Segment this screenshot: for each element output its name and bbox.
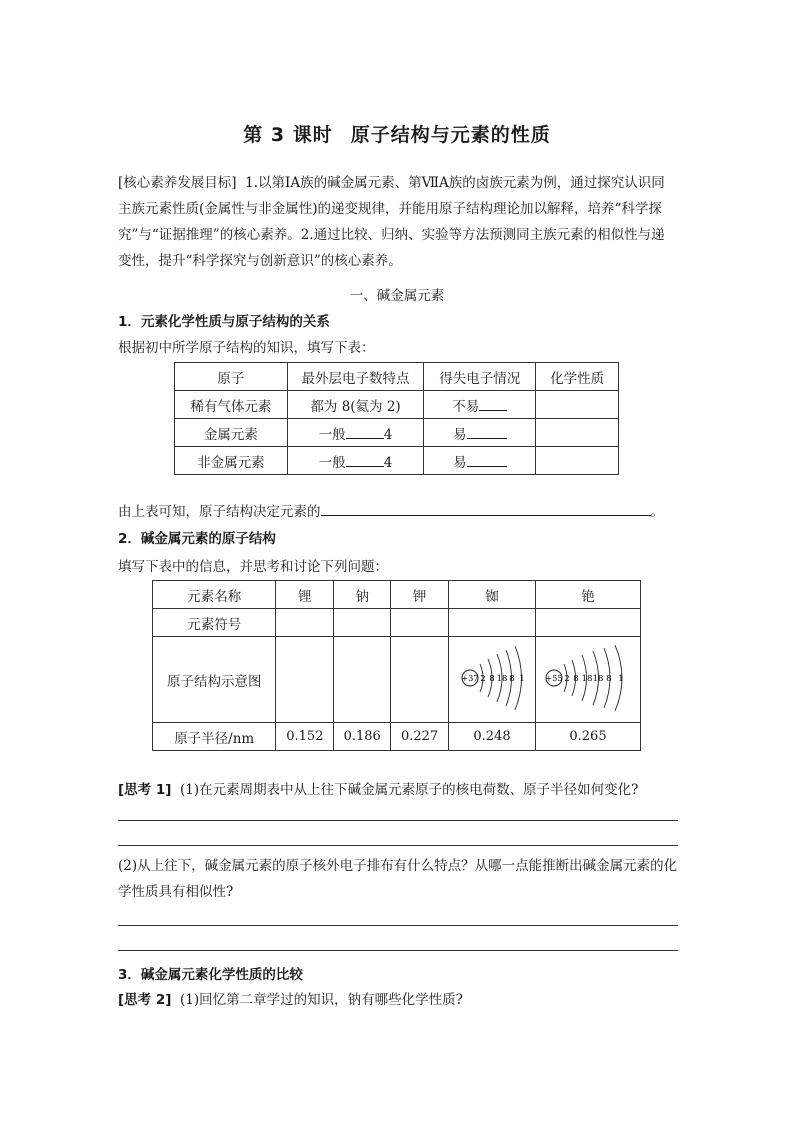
- diagram-cell[interactable]: [391, 637, 449, 723]
- conclusion-line: [118, 500, 664, 520]
- row-label: 金属元素: [175, 419, 288, 447]
- row-label: 非金属元素: [175, 447, 288, 475]
- section-heading-alkali-metals: 一、碱金属元素: [349, 288, 445, 304]
- nucleus-charge: +37: [461, 673, 479, 683]
- shell-count: 18: [496, 673, 508, 684]
- title-lesson: 第 3 课时: [243, 124, 333, 146]
- think1-q1-text: (1)在元素周期表中从上往下碱金属元素原子的核电荷数、原子半径如何变化?: [180, 782, 639, 798]
- answer-line[interactable]: [118, 925, 678, 926]
- title-topic: 原子结构与元素的性质: [350, 124, 551, 146]
- element-name-cell: 钾: [391, 581, 449, 609]
- row-label: 稀有气体元素: [175, 391, 288, 419]
- header-cell: 得失电子情况: [424, 363, 536, 391]
- table-row: [175, 419, 619, 447]
- shell-count: 18: [592, 673, 604, 684]
- alkali-metal-table: [152, 580, 641, 751]
- property-cell[interactable]: [536, 391, 619, 419]
- row-label: 原子半径/nm: [153, 723, 276, 751]
- objective-paragraph: [118, 170, 678, 274]
- think2-tag: [思考 2]: [118, 992, 172, 1008]
- header-cell: 化学性质: [536, 363, 619, 391]
- symbol-cell[interactable]: [276, 609, 334, 637]
- blank-line[interactable]: [346, 466, 384, 467]
- element-name-cell: 铷: [449, 581, 536, 609]
- diagram-cell[interactable]: [334, 637, 391, 723]
- property-cell[interactable]: [536, 419, 619, 447]
- conclusion-prefix: 由上表可知，原子结构决定元素的: [118, 504, 321, 520]
- atomic-radius-row: [153, 723, 641, 751]
- rubidium-atom-diagram: [451, 640, 533, 716]
- gainloss-text: 不易: [452, 398, 480, 415]
- blank-line[interactable]: [346, 438, 384, 439]
- header-cell: 原子: [175, 363, 288, 391]
- think1-question1: [118, 778, 638, 798]
- row-label: 原子结构示意图: [153, 637, 276, 723]
- symbol-cell[interactable]: [449, 609, 536, 637]
- shell-count: 8: [606, 673, 612, 684]
- subsection-2-heading: 2．碱金属元素的原子结构: [118, 531, 276, 547]
- diagram-cell-cs: [535, 637, 640, 723]
- answer-line[interactable]: [118, 820, 678, 821]
- think2-q1-text: (1)回忆第二章学过的知识，钠有哪些化学性质?: [180, 992, 463, 1008]
- feature-prefix: 一般: [318, 454, 346, 471]
- property-cell[interactable]: [536, 447, 619, 475]
- nucleus-charge: +55: [545, 673, 563, 683]
- diagram-cell-rb: [449, 637, 536, 723]
- table-row: [175, 447, 619, 475]
- think1-question2: (2)从上往下，碱金属元素的原子核外电子排布有什么特点？从哪一点能推断出碱金属元素的化学性质具有相似性?: [118, 858, 678, 900]
- symbol-cell[interactable]: [391, 609, 449, 637]
- conclusion-suffix: 。: [650, 504, 664, 520]
- objective-tag: [核心素养发展目标]: [118, 175, 237, 191]
- shell-count: 1: [618, 673, 624, 684]
- blank-line[interactable]: [467, 438, 507, 439]
- gainloss-cell: [424, 419, 536, 447]
- radius-cell: 0.248: [449, 723, 536, 751]
- radius-cell: 0.265: [535, 723, 640, 751]
- element-name-row: [153, 581, 641, 609]
- shell-count: 2: [480, 673, 486, 684]
- header-cell: 最外层电子数特点: [287, 363, 424, 391]
- subsection-3-heading: 3．碱金属元素化学性质的比较: [118, 967, 303, 983]
- shell-count: 8: [509, 673, 515, 684]
- feature-prefix: 一般: [318, 426, 346, 443]
- subsection-1-heading: 1．元素化学性质与原子结构的关系: [118, 314, 330, 330]
- gainloss-text: 易: [453, 426, 467, 443]
- row-label: 元素符号: [153, 609, 276, 637]
- shell-count: 2: [564, 673, 570, 684]
- shell-count: 8: [573, 673, 579, 684]
- element-symbol-row: [153, 609, 641, 637]
- blank-line[interactable]: [467, 466, 507, 467]
- shell-count: 18: [581, 673, 593, 684]
- feature-suffix: 4: [383, 426, 393, 443]
- subsection-1-intro: 根据初中所学原子结构的知识，填写下表：: [118, 340, 375, 356]
- feature-cell: [287, 419, 424, 447]
- gainloss-text: 易: [453, 454, 467, 471]
- symbol-cell[interactable]: [535, 609, 640, 637]
- conclusion-blank[interactable]: [321, 515, 651, 516]
- shell-count: 1: [519, 673, 525, 684]
- feature-suffix: 4: [383, 454, 393, 471]
- diagram-cell[interactable]: [276, 637, 334, 723]
- atom-structure-table: [174, 362, 619, 475]
- feature-cell: 都为 8(氦为 2): [287, 391, 424, 419]
- radius-cell: 0.186: [334, 723, 391, 751]
- feature-cell: [287, 447, 424, 475]
- element-name-cell: 钠: [334, 581, 391, 609]
- structure-diagram-row: [153, 637, 641, 723]
- objective-text: 1.以第ⅠA族的碱金属元素、第ⅦA族的卤族元素为例，通过探究认识同主族元素性质(金属性与非金属性)的递变规律，并能用原子结构理论加以解释，培养“科学探究”与“证据推理”的核心素养。2.通过比较、归纳、实验等方法预测同主族元素的相似性与递变性，提升“科学探究与创新意识”的核心素养。: [118, 175, 665, 269]
- element-name-cell: 铯: [535, 581, 640, 609]
- radius-cell: 0.152: [276, 723, 334, 751]
- row-label: 元素名称: [153, 581, 276, 609]
- answer-line[interactable]: [118, 950, 678, 951]
- page-title: [0, 120, 794, 147]
- gainloss-cell: [424, 391, 536, 419]
- table-header-row: [175, 363, 619, 391]
- gainloss-cell: [424, 447, 536, 475]
- cesium-atom-diagram: [538, 640, 638, 716]
- element-name-cell: 锂: [276, 581, 334, 609]
- think2-question1: [118, 988, 463, 1008]
- answer-line[interactable]: [118, 845, 678, 846]
- blank-line[interactable]: [479, 410, 507, 411]
- symbol-cell[interactable]: [334, 609, 391, 637]
- think1-tag: [思考 1]: [118, 782, 172, 798]
- table-row: [175, 391, 619, 419]
- radius-cell: 0.227: [391, 723, 449, 751]
- shell-count: 8: [489, 673, 495, 684]
- subsection-2-intro: 填写下表中的信息，并思考和讨论下列问题：: [118, 559, 388, 575]
